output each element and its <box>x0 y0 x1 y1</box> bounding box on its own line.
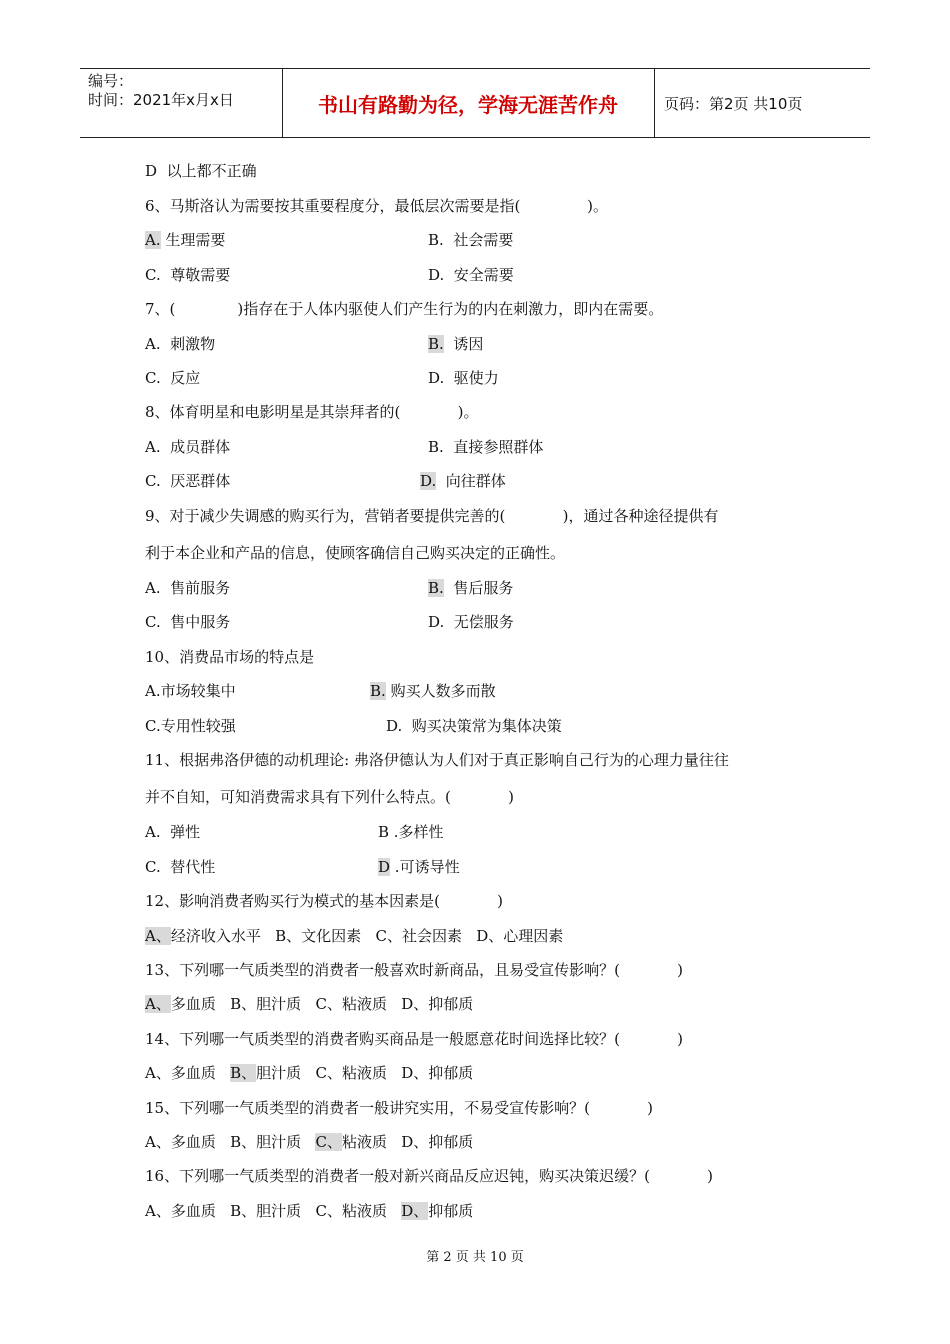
answer-highlight: C、 <box>315 1133 342 1151</box>
header-motto: 书山有路勤为径，学海无涯苦作舟 <box>318 92 618 117</box>
option-b: B .多样性 <box>378 823 444 841</box>
option-a: A.市场较集中 <box>145 682 236 700</box>
option-a: A. 弹性 <box>145 823 201 841</box>
question-11-cont: 并不自知，可知消费需求具有下列什么特点。( ) <box>145 788 514 806</box>
option-d: D. 驱使力 <box>428 369 499 387</box>
header-page-info: 页码：第2页 共10页 <box>664 94 803 113</box>
option-text: A、多血质 B、胆汁质 <box>145 1133 316 1151</box>
option-d: D. 安全需要 <box>428 266 514 284</box>
option-text: 抑郁质 <box>428 1202 474 1220</box>
answer-highlight: A、 <box>145 995 171 1013</box>
time-label: 时间：2021年x月x日 <box>88 91 234 109</box>
question-13: 13、下列哪一气质类型的消费者一般喜欢时新商品，且易受宣传影响？( ) <box>145 961 684 979</box>
option-b <box>428 333 483 355</box>
option-c: C. 售中服务 <box>145 613 231 631</box>
question-10: 10、消费品市场的特点是 <box>145 648 315 666</box>
option-text: 售后服务 <box>443 579 514 597</box>
question-11: 11、根据弗洛伊德的动机理论: 弗洛伊德认为人们对于真正影响自己行为的心理力量往往 <box>145 751 729 769</box>
page-footer: 第 2 页 共 10 页 <box>426 1250 524 1265</box>
option-c: C. 厌恶群体 <box>145 472 231 490</box>
option-b: B. 直接参照群体 <box>428 438 544 456</box>
option-a: A. 售前服务 <box>145 579 231 597</box>
answer-highlight: D. <box>420 472 437 490</box>
answer-highlight: D、 <box>401 1202 429 1220</box>
option-c: C. 尊敬需要 <box>145 266 231 284</box>
option-text: 经济收入水平 B、文化因素 C、社会因素 D、心理因素 <box>170 927 564 945</box>
option-b <box>370 680 496 702</box>
question-6: 6、马斯洛认为需要按其重要程度分，最低层次需要是指( )。 <box>145 197 609 215</box>
option-text: 向往群体 <box>436 472 506 490</box>
option-c: C. 反应 <box>145 369 201 387</box>
answer-highlight: D <box>378 858 391 876</box>
question-16: 16、下列哪一气质类型的消费者一般对新兴商品反应迟钝，购买决策迟缓？( ) <box>145 1167 714 1185</box>
option-d: D. 无偿服务 <box>428 613 514 631</box>
header-meta <box>88 72 234 110</box>
option-text: .可诱导性 <box>390 858 460 876</box>
option-d <box>420 470 506 492</box>
option-c: C. 替代性 <box>145 858 216 876</box>
answer-line <box>145 993 473 1015</box>
option-text: A、多血质 <box>145 1064 231 1082</box>
answer-line <box>145 1062 473 1084</box>
header-divider <box>654 69 655 137</box>
option-text: 粘液质 D、抑郁质 <box>341 1133 474 1151</box>
answer-highlight: B. <box>428 579 444 597</box>
option-a: A. 刺激物 <box>145 335 216 353</box>
answer-highlight: A、 <box>145 927 171 945</box>
option-a <box>145 229 225 251</box>
answer-line <box>145 925 563 947</box>
option-b: B. 社会需要 <box>428 231 514 249</box>
option-d: D. 购买决策常为集体决策 <box>386 717 562 735</box>
answer-highlight: B. <box>370 682 386 700</box>
option-text: 生理需要 <box>160 231 226 249</box>
question-15: 15、下列哪一气质类型的消费者一般讲究实用，不易受宣传影响？( ) <box>145 1099 654 1117</box>
answer-highlight: A. <box>145 231 161 249</box>
option-text: 购买人数多而散 <box>385 682 496 700</box>
question-8: 8、体育明星和电影明星是其崇拜者的( )。 <box>145 403 479 421</box>
question-9: 9、对于减少失调感的购买行为，营销者要提供完善的( )，通过各种途径提供有 <box>145 507 719 525</box>
question-14: 14、下列哪一气质类型的消费者购买商品是一般愿意花时间选择比较？( ) <box>145 1030 684 1048</box>
answer-highlight: B. <box>428 335 444 353</box>
question-9-cont: 利于本企业和产品的信息，使顾客确信自己购买决定的正确性。 <box>145 544 566 562</box>
answer-line <box>145 1200 473 1222</box>
option-text: 诱因 <box>443 335 484 353</box>
option-a: A. 成员群体 <box>145 438 231 456</box>
text-line: D 以上都不正确 <box>145 162 257 180</box>
number-label: 编号： <box>88 72 134 90</box>
option-d <box>378 856 460 878</box>
option-text: 胆汁质 C、粘液质 D、抑郁质 <box>256 1064 474 1082</box>
answer-line <box>145 1131 473 1153</box>
option-text: 多血质 B、胆汁质 C、粘液质 D、抑郁质 <box>170 995 474 1013</box>
header-table <box>80 68 870 138</box>
option-b <box>428 577 513 599</box>
option-c: C.专用性较强 <box>145 717 236 735</box>
option-text: A、多血质 B、胆汁质 C、粘液质 <box>145 1202 402 1220</box>
answer-highlight: B、 <box>230 1064 257 1082</box>
question-12: 12、影响消费者购买行为模式的基本因素是( ) <box>145 892 504 910</box>
question-7: 7、( )指存在于人体内驱使人们产生行为的内在刺激力，即内在需要。 <box>145 300 664 318</box>
